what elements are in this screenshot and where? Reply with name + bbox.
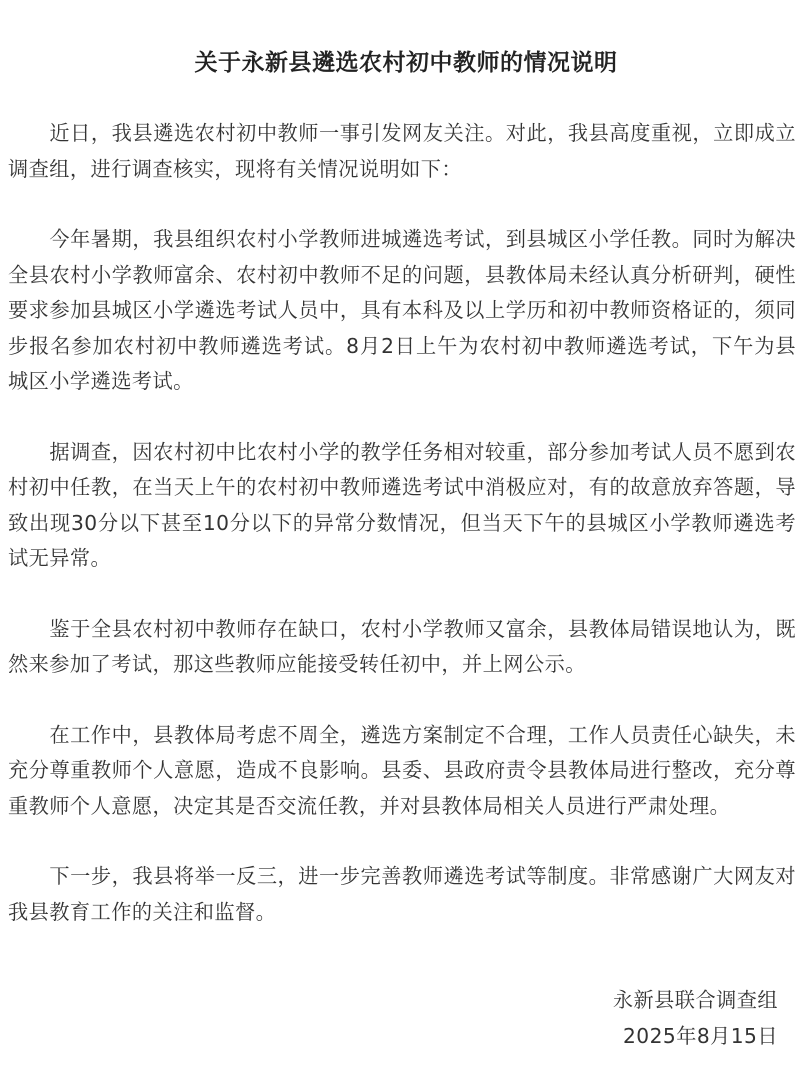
paragraph-intro: 近日，我县遴选农村初中教师一事引发网友关注。对此，我县高度重视，立即成立调查组，进行调查核实，现将有关情况说明如下： bbox=[8, 121, 796, 181]
signature-block bbox=[613, 983, 778, 1054]
paragraph-misjudgment: 鉴于全县农村初中教师存在缺口，农村小学教师又富余，县教体局错误地认为，既然来参加了考试，那这些教师应能接受转任初中，并上网公示。 bbox=[8, 616, 796, 676]
paragraph-accountability: 在工作中，县教体局考虑不周全，遴选方案制定不合理，工作人员责任心缺失，未充分尊重教师个人意愿，造成不良影响。县委、县政府责令县教体局进行整改，充分尊重教师个人意愿，决定其是否交流任教，并对县教体局相关人员进行严肃处理。 bbox=[8, 722, 796, 818]
signature-organization: 永新县联合调查组 bbox=[612, 988, 778, 1012]
paragraph-investigation: 据调查，因农村初中比农村小学的教学任务相对较重，部分参加考试人员不愿到农村初中任教，在当天上午的农村初中教师遴选考试中消极应对，有的故意放弃答题，导致出现30分以下甚至10分以下的异常分数情况，但当天下午的县城区小学教师遴选考试无异常。 bbox=[8, 439, 796, 570]
paragraph-next-steps: 下一步，我县将举一反三，进一步完善教师遴选考试等制度。非常感谢广大网友对我县教育工作的关注和监督。 bbox=[8, 864, 796, 924]
signature-date: 2025年8月15日 bbox=[623, 1023, 778, 1048]
paragraph-background: 今年暑期，我县组织农村小学教师进城遴选考试，到县城区小学任教。同时为解决全县农村小学教师富余、农村初中教师不足的问题，县教体局未经认真分析研判，硬性要求参加县城区小学遴选考试人员中，具有本科及以上学历和初中教师资格证的，须同步报名参加农村初中教师遴选考试。8月2日上午为农村初中教师遴选考试，下午为县城区小学遴选考试。 bbox=[8, 227, 796, 393]
document-body bbox=[8, 116, 796, 965]
document-title: 关于永新县遴选农村初中教师的情况说明 bbox=[194, 50, 618, 76]
